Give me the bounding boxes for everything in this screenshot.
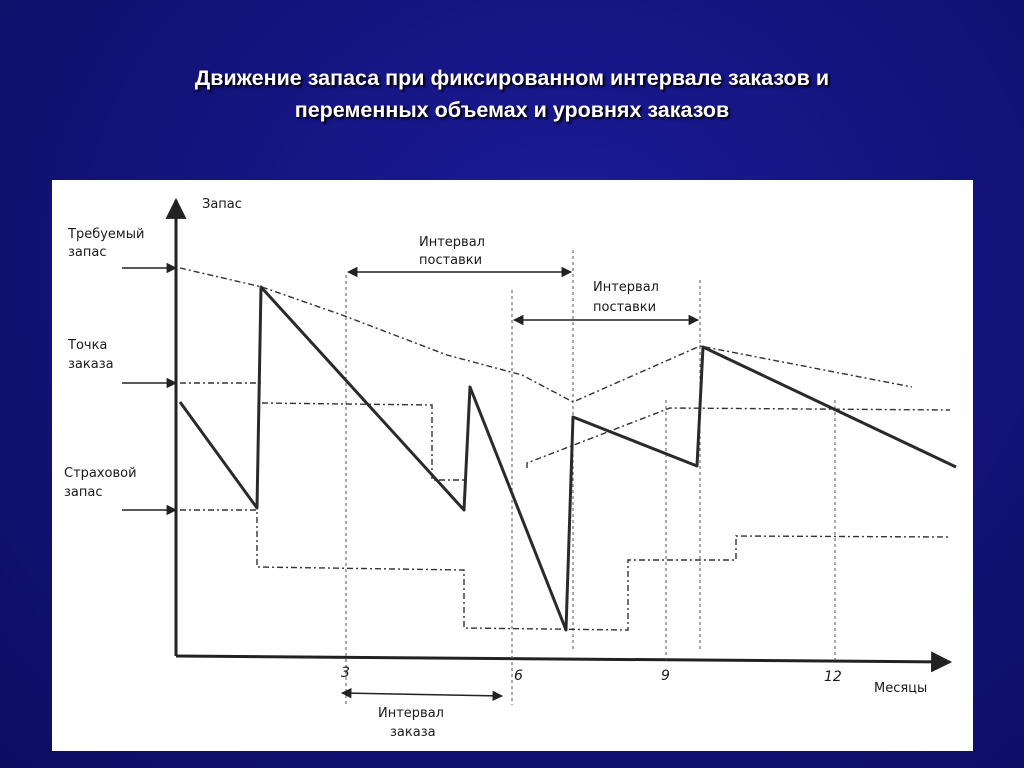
diagram-panel — [52, 180, 973, 751]
delivery-interval-2-label: Интервал — [593, 280, 659, 295]
x-tick-6: 6 — [514, 668, 523, 684]
reorder-point-label-2: заказа — [68, 357, 114, 372]
order-interval-arrow — [342, 693, 502, 696]
delivery-interval-1-label-2: поставки — [419, 253, 483, 268]
required-stock-line — [180, 268, 912, 402]
x-tick-12: 12 — [824, 669, 842, 685]
x-tick-3: 3 — [341, 665, 350, 681]
delivery-interval-1-label: Интервал — [419, 235, 485, 250]
required-stock-label: Требуемый — [68, 227, 145, 242]
x-tick-9: 9 — [661, 668, 670, 684]
x-axis — [176, 656, 950, 662]
slide-title — [40, 62, 984, 126]
stock-level-curve — [180, 287, 956, 630]
delivery-interval-2-label-2: поставки — [593, 300, 657, 315]
inventory-diagram — [52, 180, 973, 751]
safety-stock-label: Страховой — [64, 466, 137, 481]
reorder-point-label: Точка — [68, 338, 108, 353]
safety-stock-label-2: запас — [64, 485, 103, 500]
title-line-1: Движение запаса при фиксированном интервале заказов и — [194, 66, 830, 90]
order-interval-label: Интервал — [378, 706, 444, 721]
x-axis-label: Месяцы — [874, 681, 928, 696]
title-line-2: переменных объемах и уровнях заказов — [294, 98, 730, 122]
required-stock-label-2: запас — [68, 245, 107, 260]
y-axis-label: Запас — [202, 197, 242, 212]
order-interval-label-2: заказа — [390, 725, 436, 740]
